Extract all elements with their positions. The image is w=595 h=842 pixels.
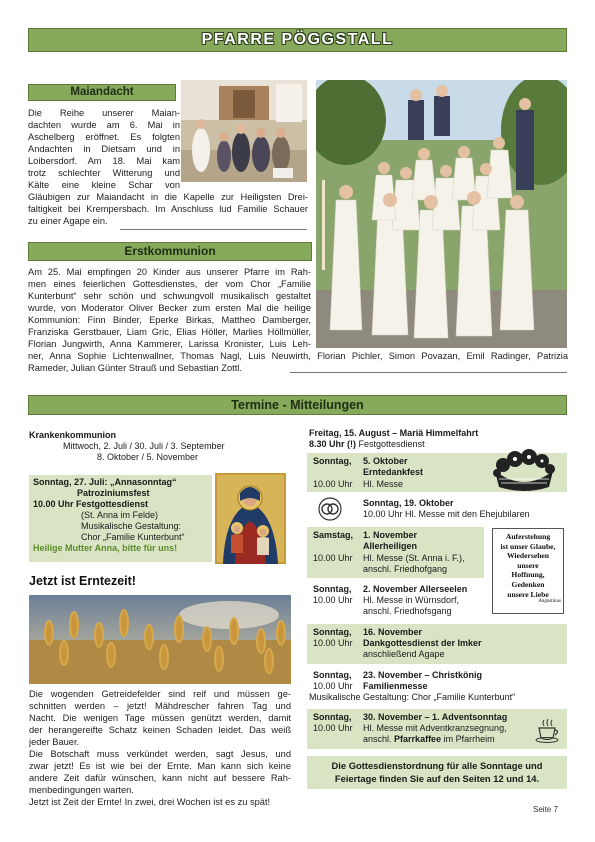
krankenkommunion-dates-2: 8. Oktober / 5. November [97, 452, 199, 462]
event-time: 10.00 Uhr [313, 723, 353, 733]
text-line: Florian Jungwirth, Anna Kammerer, Larissa Kronister, Luis Leh- [28, 339, 311, 349]
text-line: Am 25. Mai empfingen 20 Kinder aus unserer Pfarre im Rah- [28, 267, 311, 277]
event-imker [307, 624, 567, 664]
maiandacht-heading-text: Maiandacht [70, 86, 134, 98]
event-highlight: Pfarrkaffee [394, 734, 442, 744]
text-line: Kunterbunt“ sehr schön und schwungvoll musikalisch gestaltet [28, 291, 311, 301]
event-ehejubilare [307, 496, 567, 523]
annasonntag-text [33, 477, 213, 554]
quote-line: Wiedersehen [506, 551, 550, 561]
event-time: 10.00 Uhr [313, 479, 353, 489]
event-music: Musikalische Gestaltung: Chor „Familie Kunterbunt“ [309, 692, 516, 702]
event-allerseelen [307, 582, 487, 620]
termine-heading [28, 395, 567, 415]
text-line: Kommunion: Finn Binder, Eperke Birkas, Mattheo Damberger, [28, 315, 311, 325]
event-title: 1. November [363, 530, 418, 540]
gottesdienstordnung-note [307, 756, 567, 789]
text-line: faltigkeit bei Krempersbach. Im Anschluss lud Familie Schauer [28, 204, 308, 214]
event-description: Hl. Messe [363, 479, 404, 489]
maiandacht-heading [28, 84, 176, 101]
event-time: 10.00 Uhr [313, 595, 353, 605]
text-line: Gläubigen zur Maiandacht in die Kapelle zur Heiligsten Drei- [28, 192, 308, 202]
text-line: wurde, von Moderator Oliver Becker zum ersten Mal die heilige [28, 303, 311, 313]
erstkommunion-text-wide [28, 350, 568, 374]
annasonntag-service: 10.00 Uhr Festgottesdienst [33, 499, 149, 509]
text-line: trotz schlechter Witterung und [28, 168, 180, 178]
event-title: 5. Oktober [363, 456, 408, 466]
erstkommunion-heading-text: Erstkommunion [124, 244, 216, 258]
text-line: zu einer Agape ein. [28, 216, 108, 226]
harvest-basket-icon [485, 447, 563, 493]
text-line: Andachten in Dietsam und in [28, 144, 180, 154]
event-subtitle: Erntedankfest [363, 467, 424, 477]
text-line: schnitten werden – jetzt! Mähdrescher fahren Tag und [29, 701, 291, 711]
text-line: der herangereifte Schatz keinen Schaden leidet. Das weiß [29, 725, 291, 735]
annasonntag-date: Sonntag, 27. Juli: „Annasonntag“ [33, 477, 177, 487]
event-time: 10.00 Uhr [313, 681, 353, 691]
event-day: Sonntag, [313, 584, 352, 594]
event-subtitle: Allerheiligen [363, 541, 418, 551]
event-title: 16. November [363, 627, 423, 637]
event-description: im Pfarrheim [443, 734, 495, 744]
event-christkoenig [307, 668, 567, 706]
event-title: 2. November Allerseelen [363, 584, 468, 594]
quote-box [492, 528, 564, 614]
text-line: dachten wurde am 6. Mai in [28, 120, 180, 130]
event-description: Familienmesse [363, 681, 428, 691]
event-time: 10.00 Uhr [313, 553, 353, 563]
quote-line: unsere [517, 560, 539, 570]
page-number: Seite 7 [533, 805, 558, 814]
event-description: Hl. Messe mit Adventkranzsegnung, [363, 723, 507, 733]
text-line: ner, Anna Sophie Lichtenwallner, Thomas Nagl, Luis Neuwirth, Florian Pichler, Simon Povazan, Emil Radinger, Patrizia [28, 351, 568, 361]
maiandacht-text-narrow [28, 107, 180, 191]
event-title: 30. November – 1. Adventsonntag [363, 712, 508, 722]
divider [120, 229, 307, 230]
annasonntag-prayer: Heilige Mutter Anna, bitte für uns! [33, 543, 178, 553]
krankenkommunion-block [29, 430, 289, 463]
event-description: anschließend Agape [363, 649, 445, 659]
note-line: Feiertage finden Sie auf den Seiten 12 und 14. [334, 773, 540, 784]
text-line: Franziska Gerstbauer, Liam Gric, Elias Höller, Marlies Höllmüller, [28, 327, 311, 337]
event-time: 10.00 Uhr [313, 638, 353, 648]
erntezeit-heading: Jetzt ist Erntezeit! [29, 574, 136, 588]
event-advent [307, 709, 567, 749]
event-description: Festgottesdienst [358, 439, 425, 449]
text-line: Die Botschaft muss verkündet werden, sagt Jesus, und [29, 749, 291, 759]
event-day: Samstag, [313, 530, 354, 540]
event-day: Sonntag, [313, 670, 352, 680]
event-description: Hl. Messe in Würnsdorf, [363, 595, 460, 605]
event-description: anschl. Friedhofgang [363, 564, 448, 574]
annasonntag-choir: Chor „Familie Kunterbunt“ [81, 532, 185, 542]
erstkommunion-text-narrow [28, 266, 311, 350]
krankenkommunion-dates-1: Mittwoch, 2. Juli / 30. Juli / 3. September [63, 441, 225, 451]
page-header [28, 28, 567, 52]
termine-heading-text: Termine - Mitteilungen [231, 398, 364, 412]
krankenkommunion-title: Krankenkommunion [29, 430, 117, 440]
text-line: Die wogenden Getreidefelder sind reif und müssen ge- [29, 689, 291, 699]
maiandacht-photo [181, 80, 307, 182]
annasonntag-feast: Patroziniumsfest [77, 488, 150, 498]
text-line: Rameder, Julian Günter Strauß und Sebastian Zottl. [28, 363, 242, 373]
text-line: menbedingungen warten. [29, 785, 134, 795]
event-day: Sonntag, [313, 712, 352, 722]
erstkommunion-heading [28, 242, 312, 261]
text-line: Jetzt ist Zeit der Ernte! In zwei, drei Wochen ist es zu spät! [29, 797, 271, 807]
quote-line: Gedenken [511, 579, 545, 589]
quote-author: Augustinus [538, 599, 561, 605]
coffee-cup-icon [534, 718, 562, 744]
event-time: 8.30 Uhr (!) [309, 439, 357, 449]
event-allerheiligen [307, 527, 484, 578]
annasonntag-music-label: Musikalische Gestaltung: [81, 521, 182, 531]
event-description: anschl. [363, 734, 392, 744]
event-description: 10.00 Uhr Hl. Messe mit den Ehejubilaren [363, 509, 530, 519]
quote-line: unsere Liebe [507, 589, 549, 599]
event-title: 23. November – Christkönig [363, 670, 483, 680]
note-line: Die Gottesdienstordnung für alle Sonntage und [331, 760, 543, 771]
text-line: Die Reihe unserer Maian- [28, 108, 180, 118]
erstkommunion-photo [316, 80, 567, 348]
event-description: Dankgottesdienst der Imker [363, 638, 482, 648]
event-day: Sonntag, [313, 456, 352, 466]
text-line: Loibersdorf. Am 18. Mai kam [28, 156, 180, 166]
wedding-rings-icon [316, 497, 344, 521]
text-line: men eines feierlichen Gottesdienstes, der vom Chor „Familie [28, 279, 311, 289]
wheat-field-photo [29, 595, 291, 684]
text-line: Aschelberg eröffnet. Es folgten [28, 132, 180, 142]
quote-line: ist unser Glaube, [500, 541, 556, 551]
event-date: Freitag, 15. August – Mariä Himmelfahrt [309, 428, 479, 438]
annasonntag-location: (St. Anna im Felde) [81, 510, 159, 520]
text-line: jeder Bauer. [29, 737, 80, 747]
text-line: zwar jetzt! Es ist wie bei der Ernte. Man kann sich keine [29, 761, 291, 771]
event-title: Sonntag, 19. Oktober [363, 498, 454, 508]
event-description: anschl. Friedhofsgang [363, 606, 452, 616]
text-line: Kälte eine kleine Schar von [28, 180, 180, 190]
text-line: andere Zeit dafür wünschen, kann nicht auf bessere Rah- [29, 773, 291, 783]
quote-line: Auferstehung [505, 532, 551, 541]
erntezeit-text [29, 688, 291, 808]
text-line: Nacht. Die wenigen Tage müssen genützt werden, damit [29, 713, 291, 723]
event-description: Hl. Messe (St. Anna i. F.), [363, 553, 465, 563]
page-title: PFARRE PÖGGSTALL [201, 31, 394, 48]
event-day: Sonntag, [313, 627, 352, 637]
quote-line: Hoffnung, [511, 570, 545, 580]
maiandacht-text-wide [28, 191, 308, 227]
st-anna-icon-image [215, 473, 286, 564]
divider [290, 372, 567, 373]
